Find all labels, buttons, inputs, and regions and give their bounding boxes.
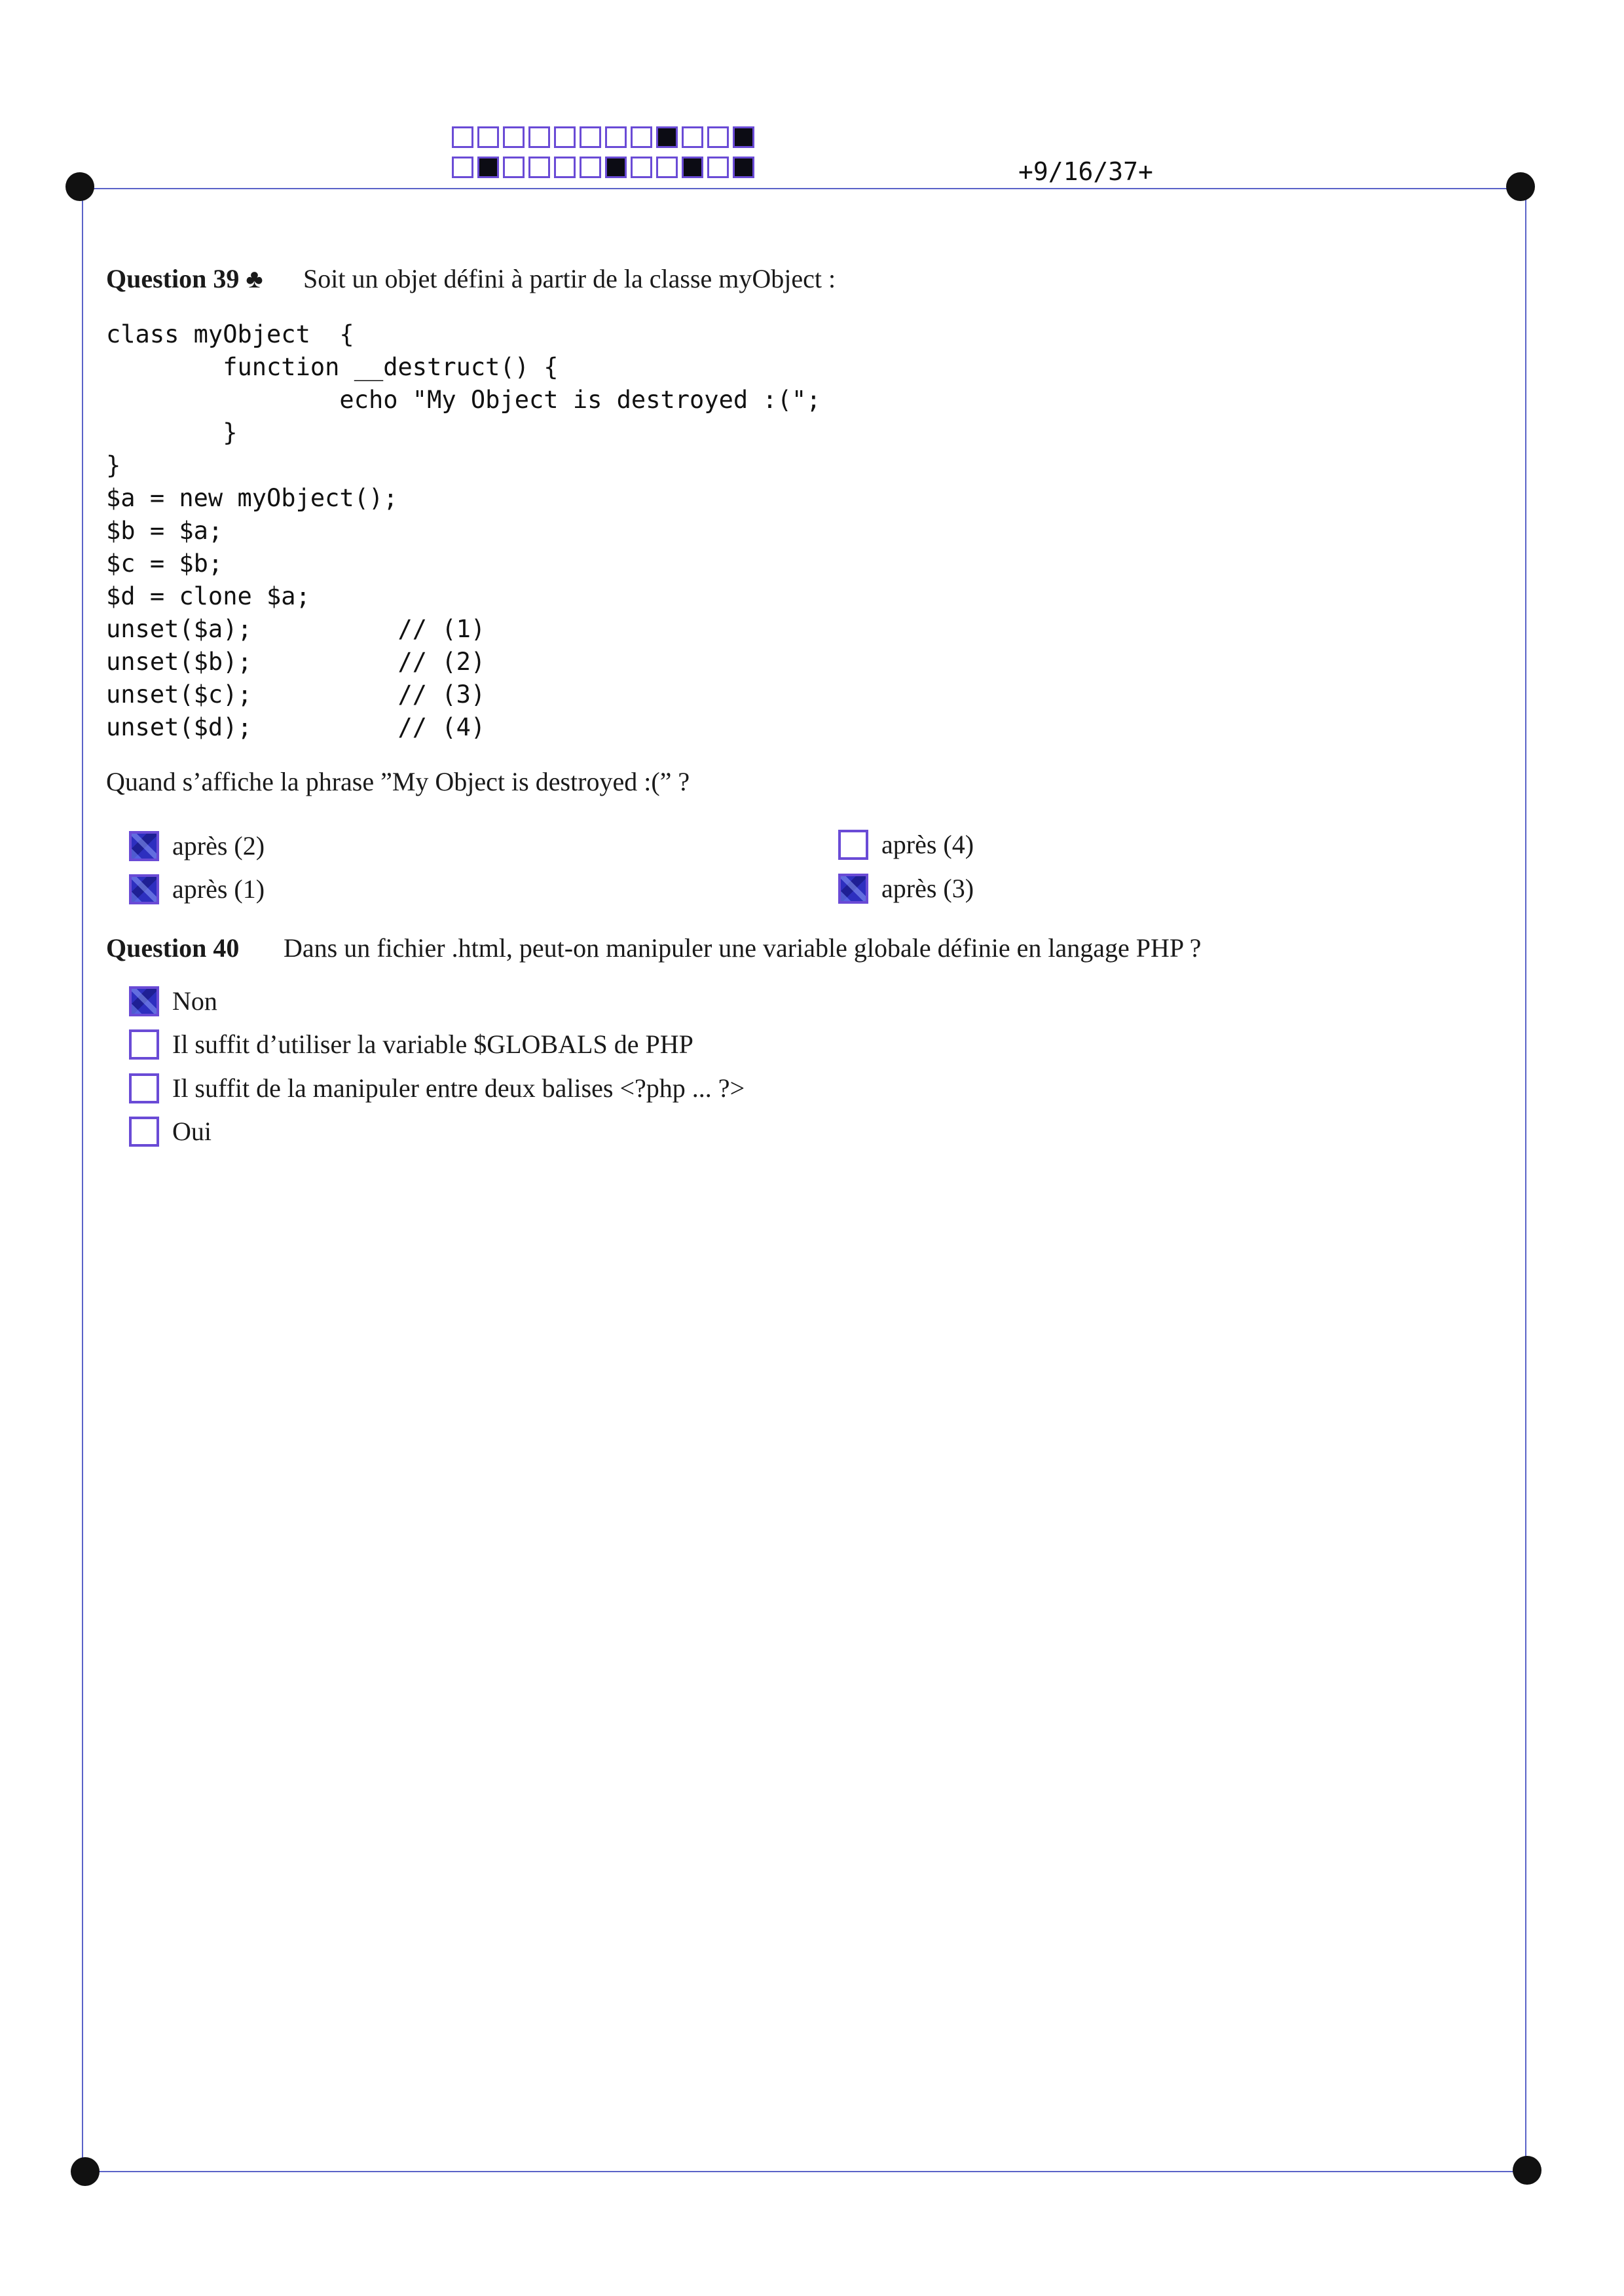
corner-marker-top-left	[65, 172, 94, 201]
answer-option[interactable]	[838, 873, 974, 904]
barcode-cell-filled	[656, 126, 678, 148]
barcode-row-2	[452, 157, 754, 178]
answer-option[interactable]	[838, 829, 974, 860]
barcode-cell-filled	[477, 157, 499, 178]
barcode-cell-empty	[656, 157, 678, 178]
answer-checkbox[interactable]	[129, 1029, 159, 1060]
barcode-cell-empty	[707, 157, 729, 178]
barcode-cell-empty	[682, 126, 703, 148]
answer-label: Oui	[172, 1117, 212, 1146]
barcode-cell-empty	[605, 126, 627, 148]
answer-label: après (2)	[172, 831, 265, 861]
barcode-cell-filled	[733, 157, 754, 178]
answer-checkbox[interactable]	[129, 874, 159, 904]
question-40-text: Dans un fichier .html, peut-on manipuler une variable globale définie en langage PHP ?	[284, 933, 1202, 963]
barcode-cell-empty	[631, 126, 652, 148]
answer-checkbox[interactable]	[129, 831, 159, 861]
answer-label: après (1)	[172, 874, 265, 904]
barcode-cell-empty	[631, 157, 652, 178]
answer-option[interactable]	[129, 986, 217, 1016]
barcode-cell-filled	[605, 157, 627, 178]
code-block: class myObject { function __destruct() { echo "My Object is destroyed :("; } } $a = new myObject(); $b = $a; $c = $b; $d = clone $a; unset($a); // (1) unset($b); // (2) unset($c); // (3) unset($d); // (4)	[106, 320, 821, 741]
barcode-cell-empty	[554, 157, 576, 178]
answer-checkbox[interactable]	[129, 1117, 159, 1147]
answer-label: Non	[172, 986, 217, 1016]
barcode-cell-empty	[554, 126, 576, 148]
answer-label: Il suffit d’utiliser la variable $GLOBALS de PHP	[172, 1029, 693, 1059]
barcode-cell-empty	[580, 157, 601, 178]
page-identifier: +9/16/37+	[1018, 157, 1153, 186]
question-39-text: Soit un objet défini à partir de la classe myObject :	[303, 264, 836, 293]
barcode-cell-empty	[477, 126, 499, 148]
answer-option[interactable]	[129, 830, 265, 861]
barcode-cell-empty	[580, 126, 601, 148]
corner-marker-bottom-left	[71, 2157, 100, 2186]
question-40-header	[106, 933, 239, 963]
answer-option[interactable]	[129, 1116, 212, 1147]
answer-checkbox[interactable]	[838, 830, 868, 860]
answer-option[interactable]	[129, 1029, 693, 1060]
answer-checkbox[interactable]	[838, 874, 868, 904]
barcode-cell-empty	[707, 126, 729, 148]
barcode-cell-empty	[528, 126, 550, 148]
question-39-header	[106, 263, 263, 294]
answer-label: après (4)	[881, 830, 974, 859]
answer-option[interactable]	[129, 874, 265, 904]
corner-marker-bottom-right	[1513, 2156, 1541, 2185]
question-40-label: Question 40	[106, 933, 240, 963]
corner-marker-top-right	[1506, 172, 1535, 201]
barcode-cell-empty	[503, 157, 525, 178]
barcode-cell-empty	[452, 157, 473, 178]
answer-label: Il suffit de la manipuler entre deux balises <?php ... ?>	[172, 1073, 745, 1103]
barcode-cell-empty	[528, 157, 550, 178]
answer-option[interactable]	[129, 1073, 745, 1103]
answer-checkbox[interactable]	[129, 986, 159, 1016]
barcode-cell-empty	[452, 126, 473, 148]
answer-label: après (3)	[881, 874, 974, 903]
barcode-cell-filled	[682, 157, 703, 178]
answer-checkbox[interactable]	[129, 1073, 159, 1103]
question-39-prompt: Quand s’affiche la phrase ”My Object is destroyed :(” ?	[106, 767, 690, 796]
barcode-row-1	[452, 126, 754, 148]
question-39-label: Question 39 ♣	[106, 264, 263, 293]
barcode-cell-empty	[503, 126, 525, 148]
barcode-cell-filled	[733, 126, 754, 148]
